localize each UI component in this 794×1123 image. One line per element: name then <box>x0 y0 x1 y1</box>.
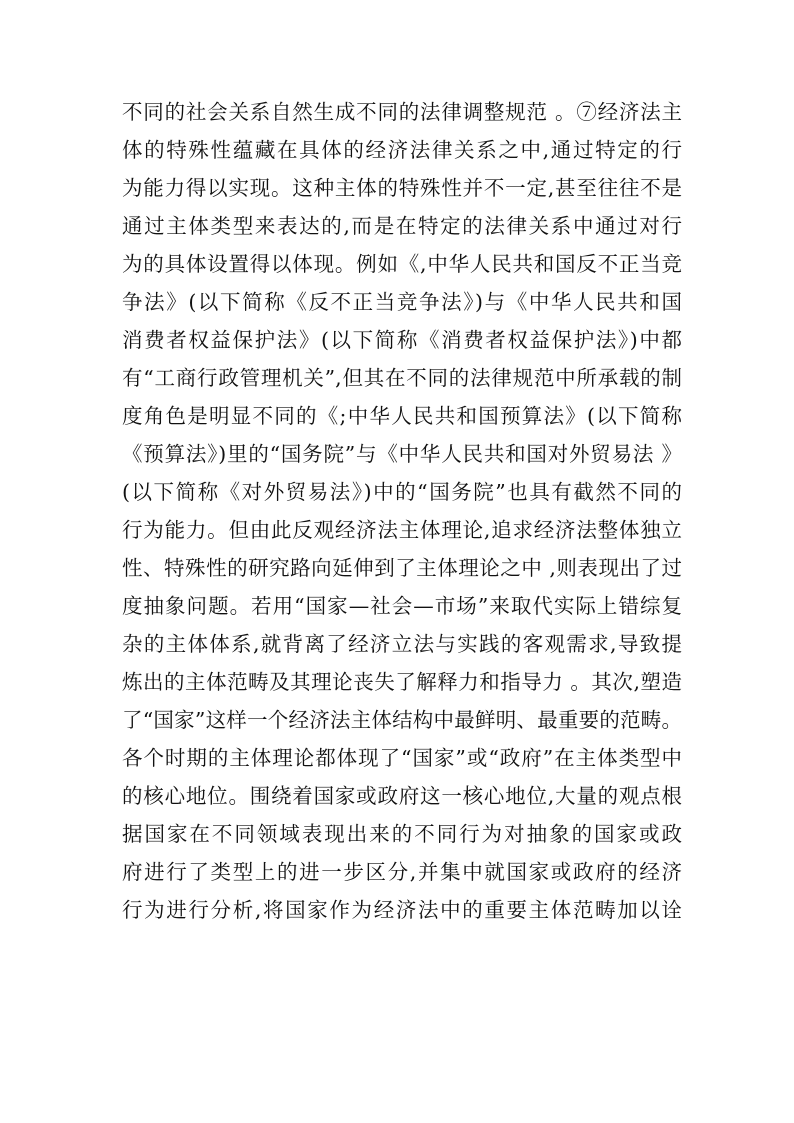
text-line: 行为能力。但由此反观经济法主体理论,追求经济法整体独立 <box>122 518 682 542</box>
text-line: 的核心地位。围绕着国家或政府这一核心地位,大量的观点根 <box>122 784 682 808</box>
text-line: 炼出的主体范畴及其理论丧失了解释力和指导力 。其次,塑造 <box>122 670 682 694</box>
text-line: 体的特殊性蕴藏在具体的经济法律关系之中,通过特定的行 <box>122 138 682 162</box>
text-line: 了“国家”这样一个经济法主体结构中最鲜明、最重要的范畴。 <box>122 708 682 732</box>
text-line: 度角色是明显不同的《;中华人民共和国预算法》(以下简称 <box>122 404 682 428</box>
text-line: 通过主体类型来表达的,而是在特定的法律关系中通过对行 <box>122 214 682 238</box>
text-line: 消费者权益保护法》(以下简称《消费者权益保护法》)中都 <box>122 328 682 352</box>
text-line: 为的具体设置得以体现。例如《,中华人民共和国反不正当竞 <box>122 252 682 276</box>
text-line: 据国家在不同领域表现出来的不同行为对抽象的国家或政 <box>122 822 682 846</box>
text-line: (以下简称《对外贸易法》)中的“国务院”也具有截然不同的 <box>122 480 682 504</box>
text-line: 《预算法》)里的“国务院”与《中华人民共和国对外贸易法 》 <box>122 442 682 466</box>
body-text <box>122 93 682 929</box>
text-line: 不同的社会关系自然生成不同的法律调整规范 。⑦经济法主 <box>122 100 682 124</box>
text-line: 府进行了类型上的进一步区分,并集中就国家或政府的经济 <box>122 860 682 884</box>
text-line: 行为进行分析,将国家作为经济法中的重要主体范畴加以诠 <box>122 898 682 922</box>
text-line: 为能力得以实现。这种主体的特殊性并不一定,甚至往往不是 <box>122 176 682 200</box>
text-line: 度抽象问题。若用“国家—社会—市场”来取代实际上错综复 <box>122 594 682 618</box>
text-line: 性、特殊性的研究路向延伸到了主体理论之中 ,则表现出了过 <box>122 556 682 580</box>
text-line: 杂的主体体系,就背离了经济立法与实践的客观需求,导致提 <box>122 632 682 656</box>
text-line: 各个时期的主体理论都体现了“国家”或“政府”在主体类型中 <box>122 746 682 770</box>
text-line: 有“工商行政管理机关”,但其在不同的法律规范中所承载的制 <box>122 366 682 390</box>
text-line: 争法》(以下简称《反不正当竞争法》)与《中华人民共和国 <box>122 290 682 314</box>
